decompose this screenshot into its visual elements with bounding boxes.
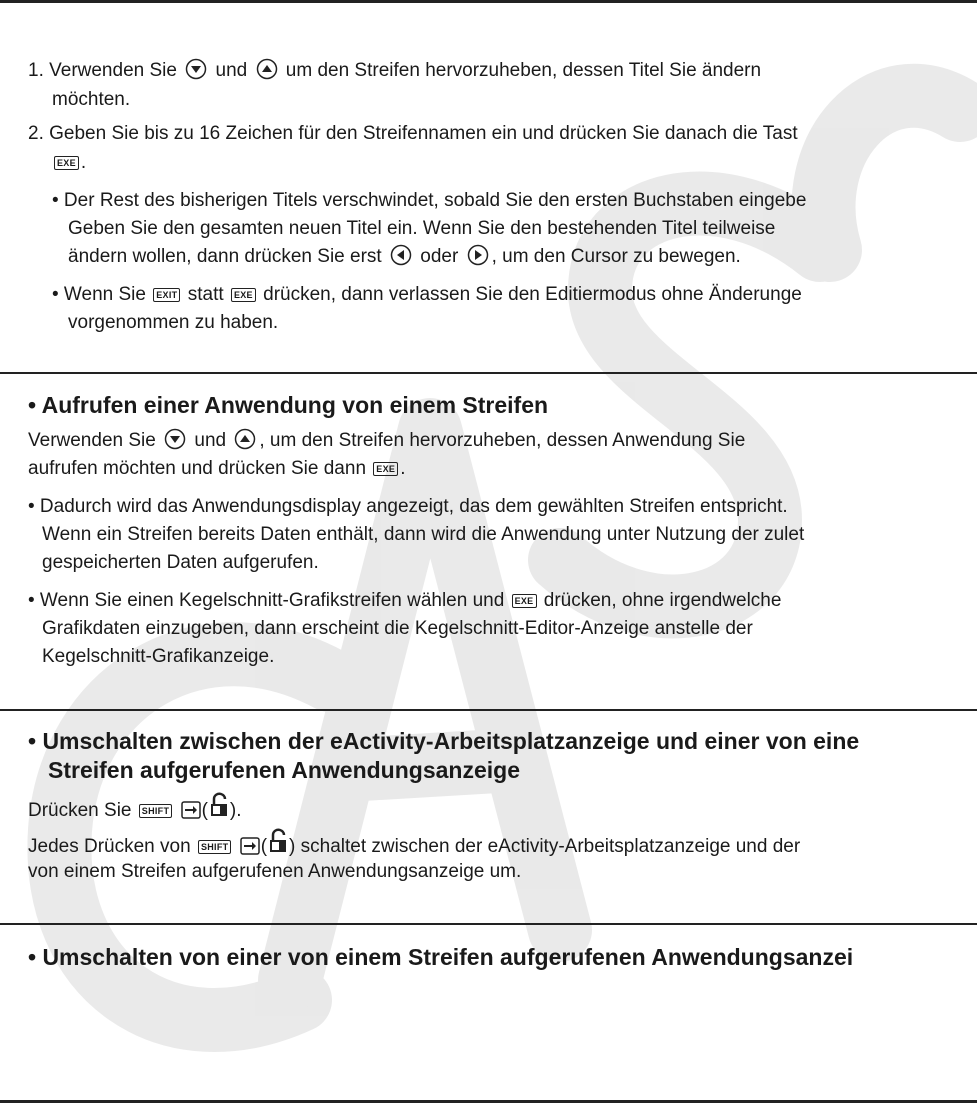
step-1-line-1: 1. Verwenden Sie und um den Streifen hervorzuheben, dessen Titel Sie ändern <box>28 60 762 81</box>
shift-key-icon: SHIFT <box>139 804 173 818</box>
step-1-line-2: möchten. <box>52 89 131 110</box>
top-rule <box>0 0 977 3</box>
step-2-bullet-2-line-1: • Wenn Sie EXIT statt EXE drücken, dann verlassen Sie den Editiermodus ohne Änderunge <box>52 284 802 305</box>
section-1-para-line-1: Verwenden Sie und , um den Streifen hervorzuheben, dessen Anwendung Sie <box>28 430 746 451</box>
step-2-bullet-1-line-1: • Der Rest des bisherigen Titels verschwindet, sobald Sie den ersten Buchstaben eingebe <box>52 190 807 211</box>
step-2-bullet-2-line-2: vorgenommen zu haben. <box>68 312 279 333</box>
cursor-down-key-icon <box>185 58 207 80</box>
section-1-bullet-2-line-3: Kegelschnitt-Grafikanzeige. <box>42 646 275 667</box>
section-3-heading: • Umschalten von einer von einem Streifen aufgerufenen Anwendungsanzei <box>28 944 854 970</box>
cursor-down-key-icon <box>164 428 186 450</box>
arrow-key-icon <box>181 801 201 819</box>
section-rule-3 <box>0 923 977 925</box>
exe-key-icon: EXE <box>512 594 537 608</box>
section-1-bullet-2-line-2: Grafikdaten einzugeben, dann erscheint die Kegelschnitt-Editor-Anzeige anstelle der <box>42 618 753 639</box>
cursor-up-key-icon <box>256 58 278 80</box>
section-1-heading: • Aufrufen einer Anwendung von einem Streifen <box>28 392 549 418</box>
shift-key-icon: SHIFT <box>198 840 232 854</box>
section-2-heading-line-1: • Umschalten zwischen der eActivity-Arbeitsplatzanzeige und einer von eine <box>28 728 860 754</box>
cursor-right-key-icon <box>467 244 489 266</box>
exe-key-icon: EXE <box>54 156 79 170</box>
unlock-switch-icon <box>208 792 230 820</box>
exit-key-icon: EXIT <box>153 288 180 302</box>
section-rule-2 <box>0 709 977 711</box>
section-1-bullet-1-line-1: • Dadurch wird das Anwendungsdisplay angezeigt, das dem gewählten Streifen entspricht. <box>28 496 788 517</box>
arrow-key-icon <box>240 837 260 855</box>
exe-key-icon: EXE <box>373 462 398 476</box>
section-2-para-2-line-2: von einem Streifen aufgerufenen Anwendungsanzeige um. <box>28 861 522 882</box>
cursor-up-key-icon <box>234 428 256 450</box>
bottom-rule <box>0 1100 977 1103</box>
step-2-bullet-1-line-2: Geben Sie den gesamten neuen Titel ein. Wenn Sie den bestehenden Titel teilweise <box>68 218 776 239</box>
exe-key-icon: EXE <box>231 288 256 302</box>
section-1-bullet-2-line-1: • Wenn Sie einen Kegelschnitt-Grafikstreifen wählen und EXE drücken, ohne irgendwelche <box>28 590 782 611</box>
unlock-switch-icon <box>267 828 289 856</box>
section-1-bullet-1-line-2: Wenn ein Streifen bereits Daten enthält, dann wird die Anwendung unter Nutzung der zulet <box>42 524 805 545</box>
section-2-para-2-line-1: Jedes Drücken von SHIFT ( ) schaltet zwischen der eActivity-Arbeitsplatzanzeige und der <box>28 828 800 861</box>
section-2-heading-line-2: Streifen aufgerufenen Anwendungsanzeige <box>48 757 520 783</box>
section-rule-1 <box>0 372 977 374</box>
step-2-line-2: EXE . <box>52 148 86 177</box>
step-2-line-1: 2. Geben Sie bis zu 16 Zeichen für den Streifennamen ein und drücken Sie danach die Tast <box>28 123 798 144</box>
cursor-left-key-icon <box>390 244 412 266</box>
step-2-bullet-1-line-3: ändern wollen, dann drücken Sie erst oder , um den Cursor zu bewegen. <box>68 246 741 267</box>
section-2-para-1: Drücken Sie SHIFT ( ). <box>28 792 242 825</box>
section-1-bullet-1-line-3: gespeicherten Daten aufgerufen. <box>42 552 319 573</box>
section-1-para-line-2: aufrufen möchten und drücken Sie dann EXE . <box>28 458 406 479</box>
